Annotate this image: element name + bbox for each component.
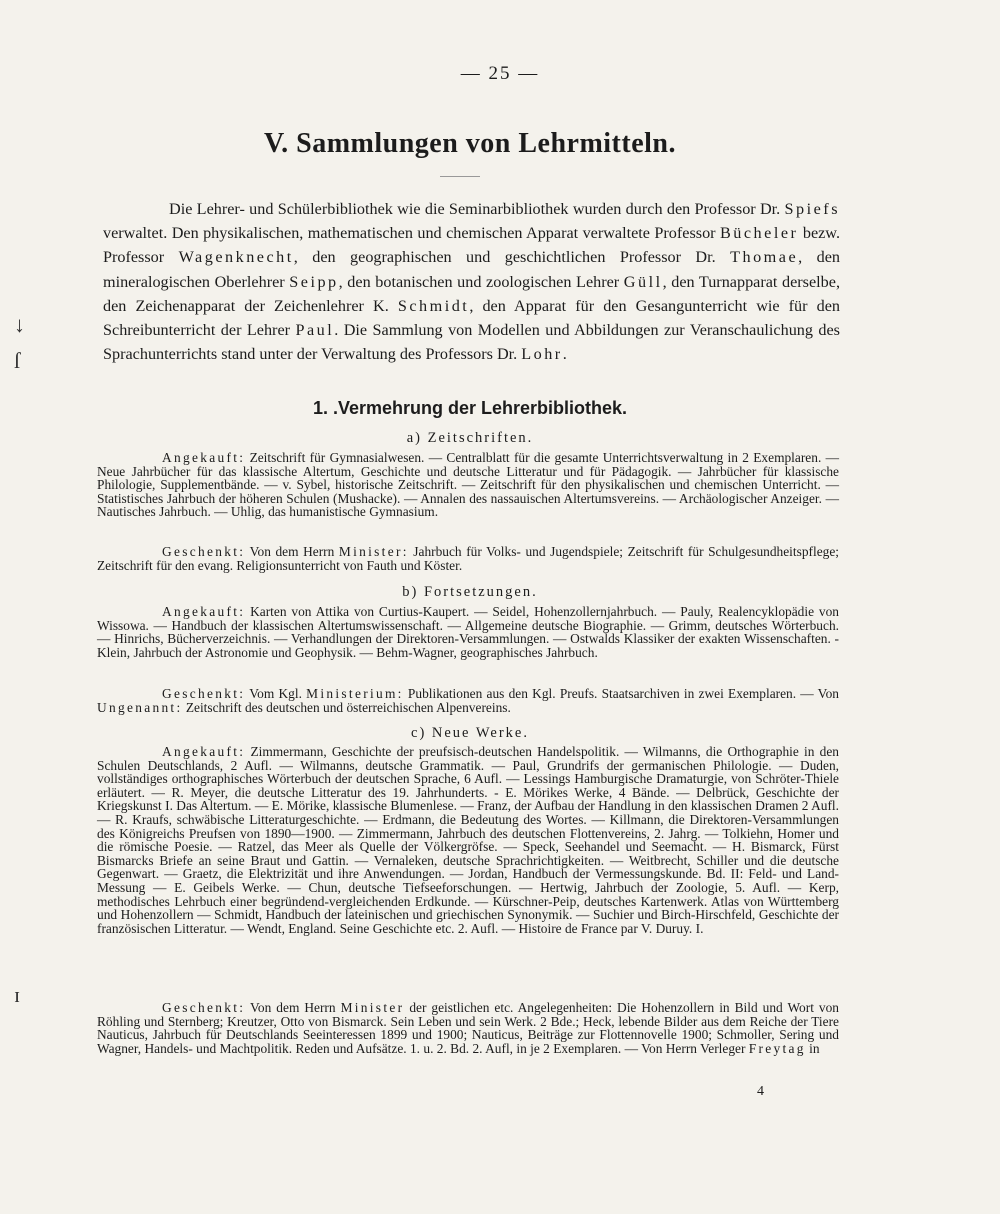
margin-mark: ɪ <box>14 982 21 1007</box>
entry-label: Geschenkt: <box>162 544 246 559</box>
margin-mark: ſ <box>14 348 21 373</box>
entry-label: Angekauft: <box>162 604 246 619</box>
intro-paragraph: Die Lehrer- und Schülerbibliothek wie die Seminarbibliothek wurden durch den Professor Dr. Spiefs verwaltet. Den physikalischen, mathematischen und chemischen Apparat verwaltete Professor Bücheler bezw. Professor Wagenknecht, den geographischen und geschichtlichen Professor Dr. Thomae, den mineralogischen Oberlehrer Seipp, den botanischen und zoologischen Lehrer Güll, den Turnapparat derselbe, den Zeichenapparat der Zeichenlehrer K. Schmidt, den Apparat für den Gesangunterricht wie für den Schreibunterricht der Lehrer Paul. Die Sammlung von Modellen und Abbildungen zur Veranschaulichung des Sprachunterrichts stand unter der Verwaltung des Professors Dr. Lohr. <box>103 200 841 364</box>
person-name: Wagenknecht <box>178 248 294 267</box>
entry-label: Angekauft: <box>162 744 246 759</box>
person-name: Spiefs <box>784 200 840 218</box>
person-name: Thomae <box>730 248 799 267</box>
section-heading: 1. .Vermehrung der Lehrerbibliothek. <box>312 398 628 418</box>
person-name: Paul <box>295 321 335 340</box>
title-divider <box>440 176 480 177</box>
donated-continuations: Geschenkt: Vom Kgl. Ministerium: Publikationen aus den Kgl. Preufs. Staatsarchiven in zwei Exemplaren. — Von Ungenannt: Zeitschrift des deutschen und österreichischen Alpenvereins. <box>97 686 840 715</box>
person-name: Schmidt <box>397 296 470 315</box>
margin-mark: ↓ <box>14 312 25 337</box>
person-name: Seipp <box>289 272 339 291</box>
entry-label: Angekauft: <box>162 450 246 465</box>
entry-label: Geschenkt: <box>162 686 246 701</box>
subsection-heading: b) Fortsetzungen. <box>402 584 538 600</box>
entry-label: Geschenkt: <box>162 1000 246 1015</box>
subsection-heading: c) Neue Werke. <box>411 725 529 741</box>
donated-periodicals: Geschenkt: Von dem Herrn Minister: Jahrbuch für Volks- und Jugendspiele; Zeitschrift für Schulgesundheitspflege; Zeitschrift für den evang. Religionsunterricht von Fauth und Köster. <box>97 544 840 573</box>
signature-mark: 4 <box>757 1084 764 1099</box>
page-number: — 25 — <box>460 63 540 84</box>
purchased-periodicals: Angekauft: Zeitschrift für Gymnasialwesen. — Centralblatt für die gesamte Unterrichtsverwaltung in 2 Exemplaren. — Neue Jahrbücher für das klassische Altertum, Geschichte und deutsche Litteratur und für Pädagogik. — Jahrbücher für klassische Philologie, Supplementbände. — v. Sybel, historische Zeitschrift. — Zeitschrift für den physikalischen und chemischen Unterricht. — Statistisches Jahrbuch der höheren Schulen (Mushacke). — Annalen des nassauischen Altertumsvereins. — Archäologischer Anzeiger. — Nautisches Jahrbuch. — Uhlig, das humanistische Gymnasium. <box>97 450 839 520</box>
chapter-title: V. Sammlungen von Lehrmitteln. <box>264 128 676 159</box>
purchased-continuations: Angekauft: Karten von Attika von Curtius-Kaupert. — Seidel, Hohenzollernjahrbuch. — Pauly, Realencyklopädie von Wissowa. — Handbuch der klassischen Altertumswissenschaft. — Allgemeine deutsche Biographie. — Grimm, deutsches Wörterbuch. — Hinrichs, Bücherverzeichnis. — Verhandlungen der Direktoren-Versammlungen. — Ostwalds Klassiker der exakten Wissenschaften. - Klein, Jahrbuch der Astronomie und Geophysik. — Behm-Wagner, geographisches Jahrbuch. <box>97 604 839 660</box>
person-name: Bücheler <box>719 224 799 243</box>
donated-new-works: Geschenkt: Von dem Herrn Minister der geistlichen etc. Angelegenheiten: Die Hohenzollern in Bild und Wort von Röhling und Sternberg; Kreutzer, Otto von Bismarck. Sein Leben und sein Werk. 2 Bde.; Heck, lebende Bilder aus dem Reiche der Tiere Nauticus, Jahrbuch für Deutschlands Seeinteressen 1899 und 1900; Nauticus, Beiträge zur Flottennovelle 1900; Schmoller, Sering und Wagner, Handels- und Machtpolitik. Reden und Aufsätze. 1. u. 2. Bd. 2. Aufl, in je 2 Exemplaren. — Von Herrn Verleger Freytag in <box>97 1000 839 1056</box>
person-name: Güll <box>623 272 663 291</box>
subsection-heading: a) Zeitschriften. <box>406 430 534 446</box>
purchased-new-works: Angekauft: Zimmermann, Geschichte der preufsisch-deutschen Handelspolitik. — Wilmanns, die Orthographie in den Schulen Deutschlands, 2 Aufl. — Wilmanns, deutsche Grammatik. — Paul, Grundrifs der germanischen Philologie. — Duden, vollständiges orthographisches Wörterbuch der deutschen Sprache, 6 Aufl. — Lessings Hamburgische Dramaturgie, von Schröter-Thiele erläutert. — R. Meyer, die deutsche Litteratur des 19. Jahrhunderts. - E. Mörikes Werke, 4 Bände. — Delbrück, Geschichte der Kriegskunst I. Das Altertum. — E. Mörike, klassische Blumenlese. — Franz, der Aufbau der Handlung in den klassischen Dramen 2 Aufl. — R. Kraufs, schwäbische Litteraturgeschichte. — Erdmann, die Bedeutung des Wortes. — Killmann, die Direktoren-Versammlungen des Königreichs Preufsen von 1890—1900. — Zimmermann, Jahrbuch des deutschen Flottenvereins, 2. Jahrg. — Tolkiehn, Homer und die römische Poesie. — Ratzel, das Meer als Quelle der Völkergröfse. — Speck, Seehandel und Seemacht. — H. Bismarck, Fürst Bismarcks Briefe an seine Braut und Gattin. — Vernaleken, deutsche Sprachrichtigkeiten. — Weitbrecht, Schiller und die deutsche Gegenwart. — Graetz, die Elektrizität und ihre Anwendungen. — Jordan, Handbuch der Vermessungskunde. Bd. II: Feld- und Land-Messung — E. Geibels Werke. — Chun, deutsche Tiefseeforschungen. — Hertwig, Jahrbuch der Zoologie, 5. Aufl. — Kerp, methodisches Lehrbuch einer begründend-vergleichenden Erdkunde. — Kürschner-Peip, deutsches Kartenwerk. Atlas von Württemberg und Hohenzollern — Schmidt, Handbuch der lateinischen und griechischen Synonymik. — Suchier und Birch-Hirschfeld, Geschichte der französischen Litteratur. — Wendt, England. Seine Geschichte etc. 2. Aufl. — Histoire de France par V. Duruy. I. <box>97 744 839 936</box>
person-name: Lohr <box>521 345 563 364</box>
